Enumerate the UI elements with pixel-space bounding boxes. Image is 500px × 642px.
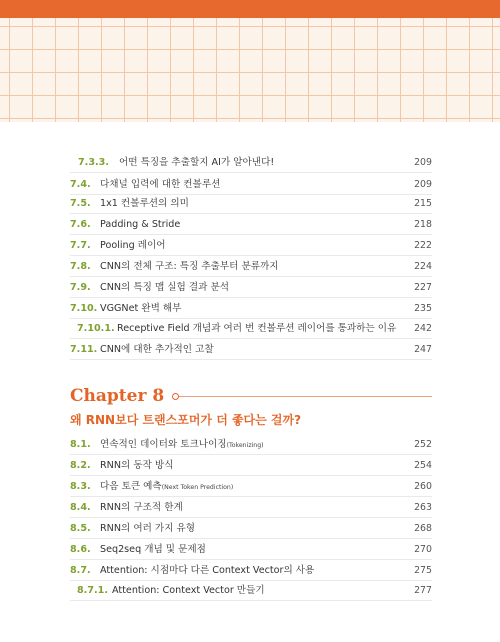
toc-row[interactable] [70,436,432,455]
toc-title-text: 연속적인 데이터와 토크나이징 [100,438,227,450]
toc-section-title: CNN의 특징 맵 실험 결과 분석 [100,282,229,293]
toc-row[interactable] [70,279,432,298]
toc-page-number: 247 [414,344,432,355]
toc-row[interactable] [70,154,432,173]
toc-section-number: 7.6. [70,219,91,230]
toc-page-number: 260 [414,481,432,492]
toc-section-title: RNN의 동작 방식 [100,460,174,471]
toc-row[interactable] [70,258,432,277]
toc-section-number: 7.10.1. [77,323,115,334]
toc-section-title: VGGNet 완벽 해부 [100,303,182,314]
toc-page-number: 209 [414,157,432,168]
toc-page-number: 268 [414,523,432,534]
toc-row[interactable] [70,216,432,235]
toc-section-number: 7.3.3. [78,157,109,168]
toc-row[interactable] [70,300,432,319]
toc-section-number: 7.10. [70,303,98,314]
toc-section-number: 8.4. [70,502,91,513]
toc-row[interactable] [70,320,432,339]
toc-page-number: 277 [414,585,432,596]
chapter-subtitle: 왜 RNN보다 트랜스포머가 더 좋다는 걸까? [70,413,302,427]
grid-pattern-banner [0,18,500,122]
toc-section-title: 1x1 컨볼루션의 의미 [100,198,189,209]
toc-section-title: 어떤 특징을 추출할지 AI가 알아낸다! [119,157,275,168]
toc-section-number: 7.11. [70,344,98,355]
toc-section-number: 7.8. [70,261,91,272]
toc-row[interactable] [70,499,432,518]
toc-section-title: Pooling 레이어 [100,240,166,251]
toc-section-number: 7.5. [70,198,91,209]
toc-page-number: 275 [414,565,432,576]
toc-page-number: 242 [414,323,432,334]
toc-section-title: 다채널 입력에 대한 컨볼루션 [100,179,221,190]
toc-page-number: 254 [414,460,432,471]
toc-section-title: Seq2seq 개념 및 문제점 [100,544,206,555]
toc-section-title: CNN의 전체 구조: 특징 추출부터 분류까지 [100,261,279,272]
toc-section-number: 8.7. [70,565,91,576]
toc-section-number: 8.3. [70,481,91,492]
toc-row[interactable] [70,176,432,195]
chapter-rule [179,396,432,397]
toc-row[interactable] [70,582,432,601]
toc-row[interactable] [70,541,432,560]
toc-page-number: 218 [414,219,432,230]
toc-section-title [100,478,408,497]
toc-section-title [100,436,408,455]
toc-row[interactable] [70,520,432,539]
toc-row[interactable] [70,478,432,497]
toc-section-title: CNN에 대한 추가적인 고찰 [100,344,214,355]
toc-row[interactable] [70,562,432,581]
toc-page-number: 215 [414,198,432,209]
circle-ornament-icon [172,393,179,400]
chapter-heading [70,384,432,408]
toc-section-title: Attention: Context Vector 만들기 [112,585,265,596]
toc-page-number: 235 [414,303,432,314]
toc-page-number: 263 [414,502,432,513]
toc-section-title: Padding & Stride [100,219,181,230]
toc-section-title: Receptive Field 개념과 여러 번 컨볼루션 레이어를 통과하는 이유 [117,323,397,334]
chapter-title: Chapter 8 [70,386,165,406]
toc-section-number: 8.1. [70,439,91,450]
toc-section-title: RNN의 구조적 한계 [100,502,183,513]
toc-section-number: 8.5. [70,523,91,534]
toc-section-title: Attention: 시점마다 다른 Context Vector의 사용 [100,565,315,576]
toc-row[interactable] [70,457,432,476]
toc-title-english: (Next Token Prediction) [161,483,234,491]
toc-row[interactable] [70,341,432,360]
header-bar [0,0,500,18]
toc-section-number: 8.7.1. [77,585,108,596]
toc-section-number: 8.6. [70,544,91,555]
toc-section-number: 7.9. [70,282,91,293]
toc-section-number: 7.4. [70,179,91,190]
toc-page-number: 209 [414,179,432,190]
toc-section-number: 8.2. [70,460,91,471]
toc-row[interactable] [70,195,432,214]
toc-page-number: 224 [414,261,432,272]
toc-title-english: (Tokenizing) [226,441,264,449]
toc-section-number: 7.7. [70,240,91,251]
toc-page-number: 270 [414,544,432,555]
toc-page-number: 222 [414,240,432,251]
toc-section-title: RNN의 여러 가지 유형 [100,523,196,534]
toc-row[interactable] [70,237,432,256]
toc-title-text: 다음 토큰 예측 [100,480,162,492]
toc-page-number: 252 [414,439,432,450]
toc-page-number: 227 [414,282,432,293]
